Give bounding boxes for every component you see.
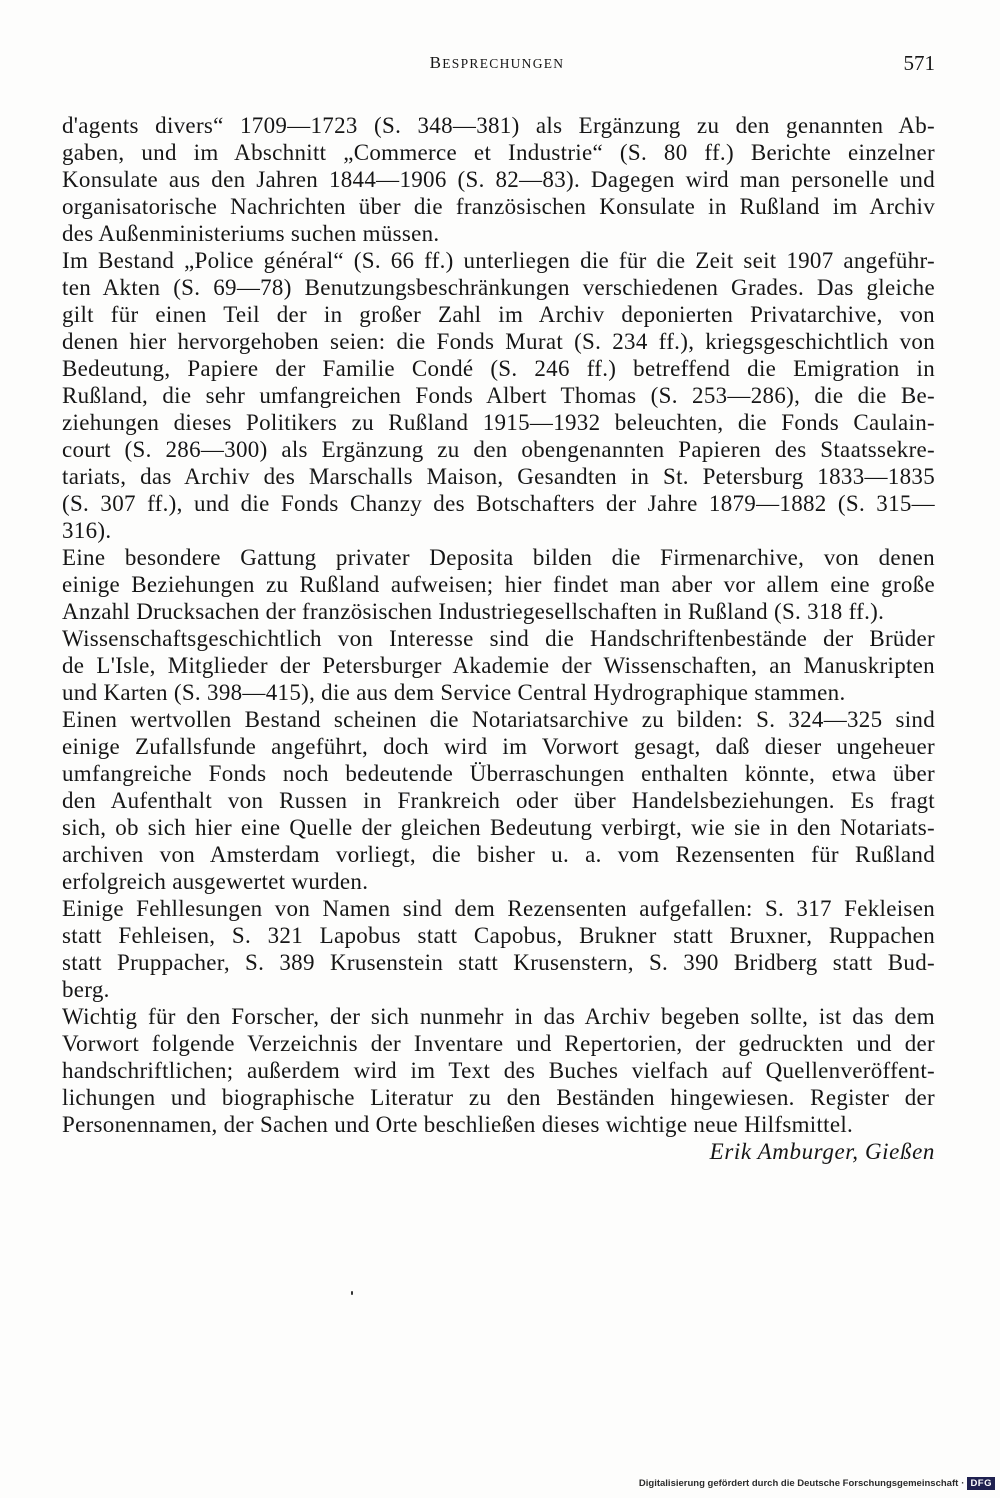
text-line: archiven von Amsterdam vorliegt, die bisher u. a. vom Rezensenten für Rußland [62, 842, 935, 867]
paragraph-3 [62, 544, 935, 625]
text-line: (S. 307 ff.), und die Fonds Chanzy des Botschafters der Jahre 1879—1882 (S. 315— [62, 491, 935, 516]
text-line: d'agents divers“ 1709—1723 (S. 348—381) als Ergänzung zu den genannten Ab- [62, 113, 935, 138]
page-number: 571 [903, 51, 935, 75]
text-line: Rußland, die sehr umfangreichen Fonds Albert Thomas (S. 253—286), die die Be- [62, 383, 935, 408]
text-line: denen hier hervorgehoben seien: die Fonds Murat (S. 234 ff.), kriegsgeschichtlich von [62, 329, 935, 354]
paragraph-7 [62, 1003, 935, 1138]
text-line: ziehungen dieses Politikers zu Rußland 1915—1932 beleuchten, die Fonds Caulain- [62, 410, 935, 435]
text-line: Wichtig für den Forscher, der sich nunmehr in das Archiv begeben sollte, ist das dem [62, 1004, 935, 1029]
signature: Erik Amburger, Gießen [709, 1139, 935, 1164]
text-line: de L'Isle, Mitglieder der Petersburger Akademie der Wissenschaften, an Manuskripten [62, 653, 935, 678]
paragraph-5 [62, 706, 935, 895]
text-line: Im Bestand „Police général“ (S. 66 ff.) unterliegen die für die Zeit seit 1907 angeführ- [62, 248, 935, 273]
text-line: tariats, das Archiv des Marschalls Maison, Gesandten in St. Petersburg 1833—1835 [62, 464, 935, 489]
text-line: einige Beziehungen zu Rußland aufweisen; hier findet man aber vor allem eine große [62, 572, 935, 597]
paragraph-6 [62, 895, 935, 1003]
paragraph-4 [62, 625, 935, 706]
text-line: statt Fehleisen, S. 321 Lapobus statt Capobus, Brukner statt Bruxner, Ruppachen [62, 923, 935, 948]
text-line: des Außenministeriums suchen müssen. [62, 221, 440, 246]
paragraph-1 [62, 112, 935, 247]
footer [639, 1475, 995, 1491]
text-line: Eine besondere Gattung privater Deposita bilden die Firmenarchive, von denen [62, 545, 935, 570]
text-line: Bedeutung, Papiere der Familie Condé (S. 246 ff.) betreffend die Emigration in [62, 356, 935, 381]
footer-separator: · [961, 1477, 965, 1489]
text-line: erfolgreich ausgewertet wurden. [62, 869, 369, 894]
paragraph-2 [62, 247, 935, 544]
text-line: den Aufenthalt von Russen in Frankreich oder über Handelsbeziehungen. Es fragt [62, 788, 935, 813]
text-line: lichungen und biographische Literatur zu den Beständen hingewiesen. Register der [62, 1085, 935, 1110]
text-line: gilt für einen Teil der in großer Zahl im Archiv deponierten Privatarchive, von [62, 302, 935, 327]
text-line: umfangreiche Fonds noch bedeutende Überraschungen enthalten könnte, etwa über [62, 761, 935, 786]
running-head: BESPRECHUNGEN [429, 53, 565, 72]
text-line: berg. [62, 977, 110, 1002]
text-line: Anzahl Drucksachen der französischen Industriegesellschaften in Rußland (S. 318 ff.). [62, 599, 885, 624]
dfg-logo: DFG [967, 1477, 995, 1490]
text-line: sich, ob sich hier eine Quelle der gleichen Bedeutung verbirgt, wie sie in den Notariats- [62, 815, 935, 840]
text-line: Vorwort folgende Verzeichnis der Inventare und Repertorien, der gedruckten und der [62, 1031, 935, 1056]
text-line: Konsulate aus den Jahren 1844—1906 (S. 82—83). Dagegen wird man personelle und [62, 167, 935, 192]
scan-speck [351, 1291, 353, 1295]
text-line: 316). [62, 518, 112, 543]
text-line: court (S. 286—300) als Ergänzung zu den obengenannten Papieren des Staatssekre- [62, 437, 935, 462]
article-body [62, 112, 935, 1165]
text-line: statt Pruppacher, S. 389 Krusenstein statt Krusenstern, S. 390 Bridberg statt Bud- [62, 950, 935, 975]
text-line: und Karten (S. 398—415), die aus dem Service Central Hydrographique stammen. [62, 680, 846, 705]
text-line: ten Akten (S. 69—78) Benutzungsbeschränkungen verschiedenen Grades. Das gleiche [62, 275, 935, 300]
text-line: organisatorische Nachrichten über die französischen Konsulate in Rußland im Archiv [62, 194, 935, 219]
footer-credit: Digitalisierung gefördert durch die Deutsche Forschungsgemeinschaft [638, 1477, 959, 1489]
text-line: Personennamen, der Sachen und Orte beschließen dieses wichtige neue Hilfsmittel. [62, 1112, 854, 1137]
text-line: gaben, und im Abschnitt „Commerce et Industrie“ (S. 80 ff.) Berichte einzelner [62, 140, 935, 165]
text-line: handschriftlichen; außerdem wird im Text des Buches vielfach auf Quellenveröffent- [62, 1058, 935, 1083]
text-line: einige Zufallsfunde angeführt, doch wird im Vorwort gesagt, daß dieser ungeheuer [62, 734, 935, 759]
text-line: Einen wertvollen Bestand scheinen die Notariatsarchive zu bilden: S. 324—325 sind [62, 707, 935, 732]
text-line: Einige Fehllesungen von Namen sind dem Rezensenten aufgefallen: S. 317 Fekleisen [62, 896, 935, 921]
text-line: Wissenschaftsgeschichtlich von Interesse sind die Handschriftenbestände der Brüder [62, 626, 935, 651]
